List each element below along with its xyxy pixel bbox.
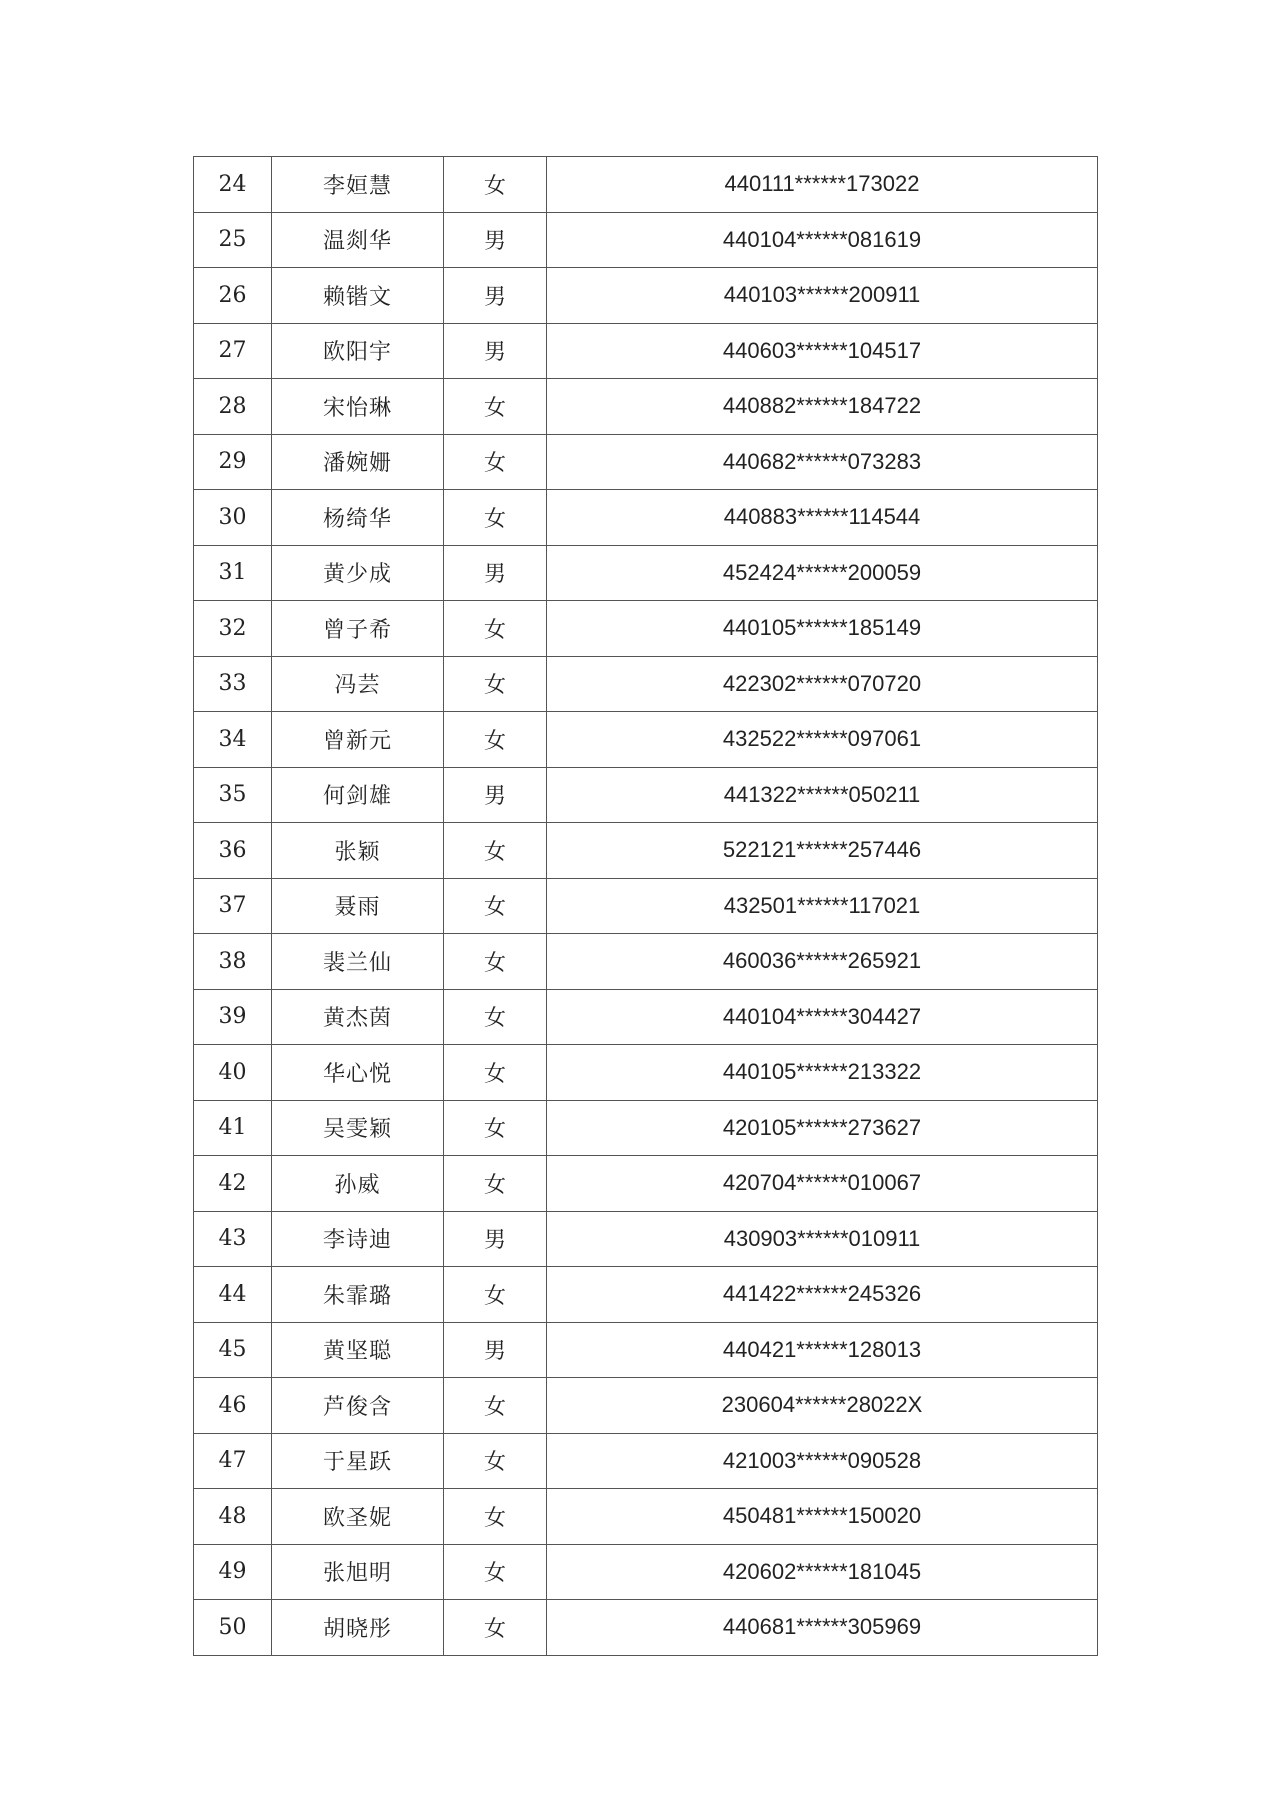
row-number: 39 [194, 989, 272, 1045]
row-number: 32 [194, 601, 272, 657]
person-name: 芦俊含 [272, 1378, 444, 1434]
table-row [194, 1045, 1098, 1101]
table-row [194, 767, 1098, 823]
row-number: 38 [194, 934, 272, 990]
table-row [194, 545, 1098, 601]
gender-cell: 女 [444, 1544, 547, 1600]
row-number: 25 [194, 212, 272, 268]
row-number: 50 [194, 1600, 272, 1656]
person-name: 李姮慧 [272, 157, 444, 213]
gender-cell: 女 [444, 712, 547, 768]
table-row [194, 490, 1098, 546]
id-number: 441322******050211 [547, 767, 1098, 823]
person-name: 温剡华 [272, 212, 444, 268]
person-name: 张颖 [272, 823, 444, 879]
table-row [194, 1433, 1098, 1489]
table-row [194, 434, 1098, 490]
id-number: 432501******117021 [547, 878, 1098, 934]
table-row [194, 268, 1098, 324]
person-name: 赖锴文 [272, 268, 444, 324]
gender-cell: 女 [444, 989, 547, 1045]
gender-cell: 女 [444, 1045, 547, 1101]
row-number: 48 [194, 1489, 272, 1545]
row-number: 35 [194, 767, 272, 823]
gender-cell: 女 [444, 1267, 547, 1323]
id-number: 420105******273627 [547, 1100, 1098, 1156]
table-row [194, 1156, 1098, 1212]
id-number: 450481******150020 [547, 1489, 1098, 1545]
table-row [194, 712, 1098, 768]
id-number: 460036******265921 [547, 934, 1098, 990]
gender-cell: 女 [444, 601, 547, 657]
table-row [194, 656, 1098, 712]
person-name: 杨绮华 [272, 490, 444, 546]
gender-cell: 男 [444, 1322, 547, 1378]
id-number: 421003******090528 [547, 1433, 1098, 1489]
table-row [194, 934, 1098, 990]
row-number: 49 [194, 1544, 272, 1600]
id-number: 420602******181045 [547, 1544, 1098, 1600]
gender-cell: 女 [444, 1100, 547, 1156]
gender-cell: 女 [444, 379, 547, 435]
gender-cell: 女 [444, 434, 547, 490]
table-row [194, 212, 1098, 268]
person-name: 曾子希 [272, 601, 444, 657]
id-number: 422302******070720 [547, 656, 1098, 712]
gender-cell: 女 [444, 157, 547, 213]
table-row [194, 1211, 1098, 1267]
person-name: 聂雨 [272, 878, 444, 934]
table-row [194, 1100, 1098, 1156]
id-number: 420704******010067 [547, 1156, 1098, 1212]
id-number: 522121******257446 [547, 823, 1098, 879]
gender-cell: 女 [444, 490, 547, 546]
row-number: 37 [194, 878, 272, 934]
id-number: 432522******097061 [547, 712, 1098, 768]
row-number: 31 [194, 545, 272, 601]
gender-cell: 女 [444, 934, 547, 990]
person-name: 黄坚聪 [272, 1322, 444, 1378]
id-number: 440682******073283 [547, 434, 1098, 490]
table-row [194, 1322, 1098, 1378]
table-row [194, 989, 1098, 1045]
gender-cell: 男 [444, 1211, 547, 1267]
person-name: 朱霏璐 [272, 1267, 444, 1323]
table-row [194, 1489, 1098, 1545]
row-number: 28 [194, 379, 272, 435]
id-number: 440105******213322 [547, 1045, 1098, 1101]
row-number: 44 [194, 1267, 272, 1323]
gender-cell: 女 [444, 1378, 547, 1434]
row-number: 36 [194, 823, 272, 879]
person-name: 孙威 [272, 1156, 444, 1212]
table-row [194, 1544, 1098, 1600]
id-number: 230604******28022X [547, 1378, 1098, 1434]
table-row [194, 1600, 1098, 1656]
row-number: 33 [194, 656, 272, 712]
person-name: 黄少成 [272, 545, 444, 601]
gender-cell: 女 [444, 878, 547, 934]
id-number: 440421******128013 [547, 1322, 1098, 1378]
row-number: 43 [194, 1211, 272, 1267]
person-name: 潘婉姗 [272, 434, 444, 490]
gender-cell: 女 [444, 1600, 547, 1656]
table-row [194, 1267, 1098, 1323]
gender-cell: 女 [444, 823, 547, 879]
person-name: 黄杰茵 [272, 989, 444, 1045]
gender-cell: 男 [444, 767, 547, 823]
table-row [194, 379, 1098, 435]
gender-cell: 男 [444, 323, 547, 379]
row-number: 41 [194, 1100, 272, 1156]
gender-cell: 女 [444, 1489, 547, 1545]
id-number: 440603******104517 [547, 323, 1098, 379]
id-number: 440104******081619 [547, 212, 1098, 268]
row-number: 46 [194, 1378, 272, 1434]
row-number: 42 [194, 1156, 272, 1212]
person-name: 华心悦 [272, 1045, 444, 1101]
id-number: 452424******200059 [547, 545, 1098, 601]
table-row [194, 1378, 1098, 1434]
id-number: 440883******114544 [547, 490, 1098, 546]
row-number: 26 [194, 268, 272, 324]
row-number: 45 [194, 1322, 272, 1378]
person-name: 李诗迪 [272, 1211, 444, 1267]
person-name: 张旭明 [272, 1544, 444, 1600]
person-name: 宋怡琳 [272, 379, 444, 435]
id-number: 440104******304427 [547, 989, 1098, 1045]
row-number: 27 [194, 323, 272, 379]
gender-cell: 男 [444, 545, 547, 601]
gender-cell: 女 [444, 656, 547, 712]
gender-cell: 女 [444, 1433, 547, 1489]
id-number: 440103******200911 [547, 268, 1098, 324]
id-number: 430903******010911 [547, 1211, 1098, 1267]
gender-cell: 女 [444, 1156, 547, 1212]
row-number: 40 [194, 1045, 272, 1101]
id-number: 440681******305969 [547, 1600, 1098, 1656]
table-row [194, 878, 1098, 934]
person-name: 何剑雄 [272, 767, 444, 823]
table-row [194, 157, 1098, 213]
person-name: 于星跃 [272, 1433, 444, 1489]
person-name: 吴雯颖 [272, 1100, 444, 1156]
person-name: 裴兰仙 [272, 934, 444, 990]
person-name: 胡晓彤 [272, 1600, 444, 1656]
row-number: 24 [194, 157, 272, 213]
row-number: 29 [194, 434, 272, 490]
table-row [194, 323, 1098, 379]
gender-cell: 男 [444, 212, 547, 268]
id-number: 440105******185149 [547, 601, 1098, 657]
table-row [194, 601, 1098, 657]
person-name: 欧圣妮 [272, 1489, 444, 1545]
id-number: 440111******173022 [547, 157, 1098, 213]
person-name: 冯芸 [272, 656, 444, 712]
roster-table-body [194, 157, 1098, 1656]
id-number: 440882******184722 [547, 379, 1098, 435]
person-name: 欧阳宇 [272, 323, 444, 379]
roster-table [193, 156, 1098, 1656]
person-name: 曾新元 [272, 712, 444, 768]
table-row [194, 823, 1098, 879]
row-number: 30 [194, 490, 272, 546]
gender-cell: 男 [444, 268, 547, 324]
row-number: 34 [194, 712, 272, 768]
row-number: 47 [194, 1433, 272, 1489]
id-number: 441422******245326 [547, 1267, 1098, 1323]
